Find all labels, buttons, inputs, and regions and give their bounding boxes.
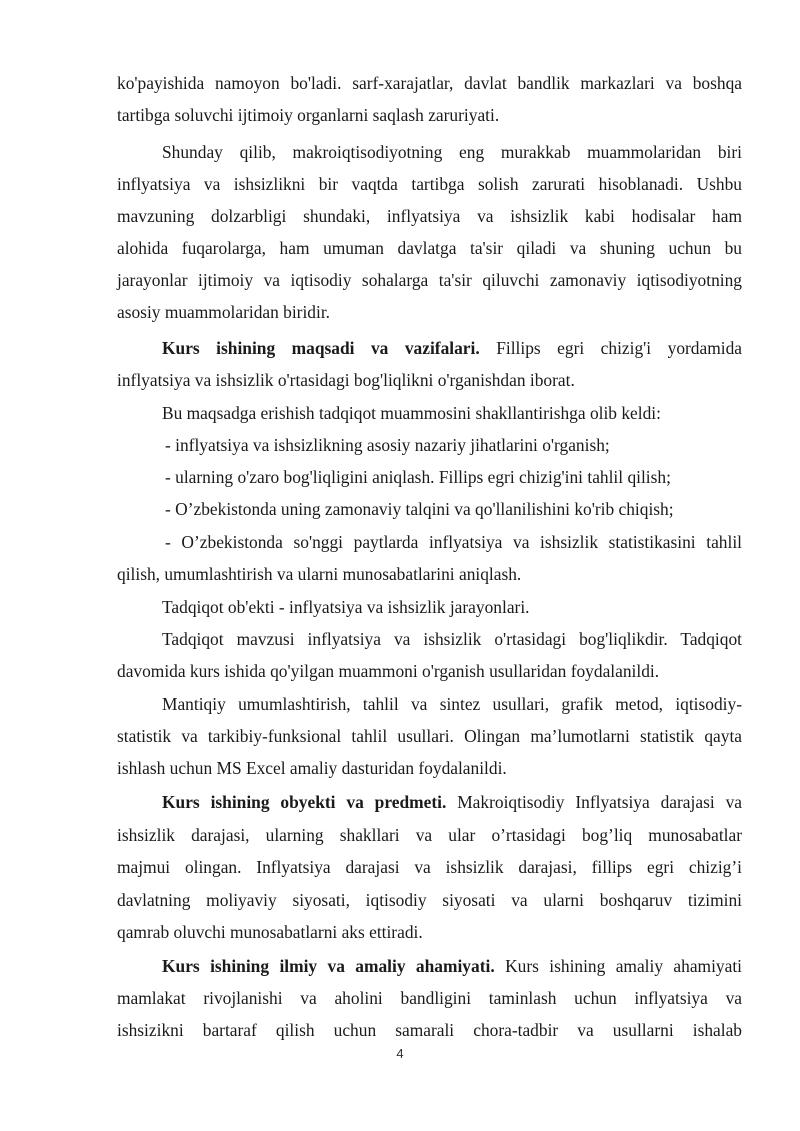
text-line: ishlash uchun MS Excel amaliy dasturidan foydalanildi.: [117, 758, 507, 778]
page-number: 4: [396, 1046, 404, 1061]
text-line: Shunday qilib, makroiqtisodiyotning eng murakkab muammolaridan biri: [162, 142, 742, 162]
list-item: - inflyatsiya va ishsizlikning asosiy nazariy jihatlarini o'rganish;: [165, 435, 610, 455]
text-line: jarayonlar ijtimoiy va iqtisodiy sohalarga ta'sir qiluvchi zamonaviy iqtisodiyotning: [117, 270, 742, 290]
text-line: qamrab oluvchi munosabatlarni aks ettiradi.: [117, 922, 423, 942]
section-heading-line: [162, 791, 742, 813]
text-line: inflyatsiya va ishsizlikni bir vaqtda tartibga solish zarurati hisoblanadi. Ushbu: [117, 174, 742, 194]
text-line: asosiy muammolaridan biridir.: [117, 302, 331, 322]
text-line: qilish, umumlashtirish va ularni munosabatlarini aniqlash.: [117, 564, 522, 584]
text-line: inflyatsiya va ishsizlik o'rtasidagi bog'liqlikni o'rganishdan iborat.: [117, 370, 575, 390]
section-heading: Kurs ishining maqsadi va vazifalari.: [162, 338, 480, 358]
text-line: ko'payishida namoyon bo'ladi. sarf-xarajatlar, davlat bandlik markazlari va boshqa: [117, 73, 742, 93]
text-line: tartibga soluvchi ijtimoiy organlarni saqlash zaruriyati.: [117, 105, 500, 125]
text-line: majmui olingan. Inflyatsiya darajasi va ishsizlik darajasi, fillips egri chizig’i: [117, 857, 742, 877]
text-line: Tadqiqot mavzusi inflyatsiya va ishsizlik o'rtasidagi bog'liqlikdir. Tadqiqot: [162, 629, 742, 649]
text-line: davomida kurs ishida qo'yilgan muammoni o'rganish usullaridan foydalanildi.: [117, 661, 660, 681]
list-item: - O’zbekistonda so'nggi paytlarda inflyatsiya va ishsizlik statistikasini tahlil: [165, 532, 742, 552]
text-line: ishsizlik darajasi, ularning shakllari va ular o’rtasidagi bog’liq munosabatlar: [117, 825, 742, 845]
text-span: Fillips egri chizig'i yordamida: [479, 338, 742, 358]
text-line: statistik va tarkibiy-funksional tahlil usullari. Olingan ma’lumotlarni statistik qayta: [117, 726, 742, 746]
section-heading-line: [162, 955, 742, 977]
section-heading: Kurs ishining ilmiy va amaliy ahamiyati.: [162, 956, 495, 976]
section-heading: Kurs ishining obyekti va predmeti.: [162, 792, 447, 812]
text-line: mamlakat rivojlanishi va aholini bandligini taminlash uchun inflyatsiya va: [117, 988, 742, 1008]
list-item: - ularning o'zaro bog'liqligini aniqlash. Fillips egri chizig'ini tahlil qilish;: [165, 467, 671, 487]
text-line: Bu maqsadga erishish tadqiqot muammosini shakllantirishga olib keldi:: [162, 403, 661, 423]
text-line: Mantiqiy umumlashtirish, tahlil va sintez usullari, grafik metod, iqtisodiy-: [162, 694, 742, 714]
section-heading-line: [162, 337, 742, 359]
text-line: davlatning moliyaviy siyosati, iqtisodiy siyosati va ularni boshqaruv tizimini: [117, 890, 742, 910]
text-line: ishsizikni bartaraf qilish uchun samarali chora-tadbir va usullarni ishalab: [117, 1020, 742, 1040]
text-line: alohida fuqarolarga, ham umuman davlatga ta'sir qiladi va shuning uchun bu: [117, 238, 742, 258]
text-line: Tadqiqot ob'ekti - inflyatsiya va ishsizlik jarayonlari.: [162, 597, 530, 617]
text-span: Kurs ishining amaliy ahamiyati: [494, 956, 742, 976]
list-item: - O’zbekistonda uning zamonaviy talqini va qo'llanilishini ko'rib chiqish;: [165, 499, 674, 519]
text-line: mavzuning dolzarbligi shundaki, inflyatsiya va ishsizlik kabi hodisalar ham: [117, 206, 742, 226]
text-span: Makroiqtisodiy Inflyatsiya darajasi va: [446, 792, 742, 812]
